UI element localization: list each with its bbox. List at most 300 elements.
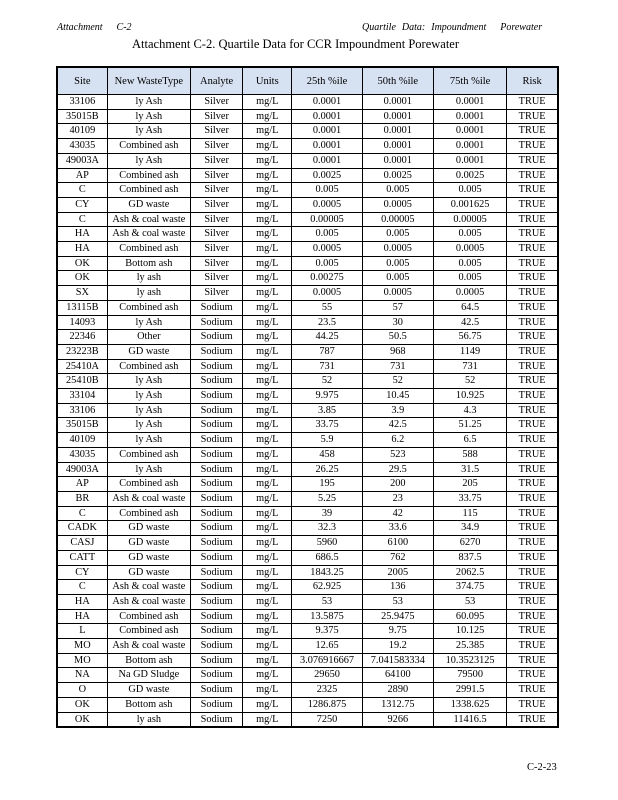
p75-cell: 0.005 — [433, 256, 506, 271]
p75-cell: 0.005 — [433, 183, 506, 198]
p50-cell: 0.0001 — [362, 109, 433, 124]
table-row — [57, 300, 558, 315]
p50-cell: 6.2 — [362, 433, 433, 448]
units-cell: mg/L — [243, 344, 292, 359]
site-cell: CY — [57, 565, 107, 580]
site-cell: 33106 — [57, 95, 107, 110]
site-cell: 25410B — [57, 374, 107, 389]
p25-cell: 3.076916667 — [292, 653, 362, 668]
table-row — [57, 389, 558, 404]
risk-cell: TRUE — [507, 609, 558, 624]
waste-type-cell: GD waste — [107, 565, 190, 580]
site-cell: 35015B — [57, 418, 107, 433]
table-row — [57, 506, 558, 521]
site-cell: NA — [57, 668, 107, 683]
p75-cell: 588 — [433, 447, 506, 462]
column-header-units: Units — [243, 67, 292, 95]
units-cell: mg/L — [243, 197, 292, 212]
analyte-cell: Silver — [191, 212, 243, 227]
p50-cell: 1312.75 — [362, 697, 433, 712]
analyte-cell: Silver — [191, 124, 243, 139]
risk-cell: TRUE — [507, 447, 558, 462]
p50-cell: 0.005 — [362, 271, 433, 286]
waste-type-cell: Other — [107, 330, 190, 345]
waste-type-cell: Combined ash — [107, 300, 190, 315]
risk-cell: TRUE — [507, 433, 558, 448]
risk-cell: TRUE — [507, 491, 558, 506]
p25-cell: 9.975 — [292, 389, 362, 404]
units-cell: mg/L — [243, 712, 292, 727]
waste-type-cell: GD waste — [107, 550, 190, 565]
analyte-cell: Sodium — [191, 697, 243, 712]
risk-cell: TRUE — [507, 227, 558, 242]
p50-cell: 7.041583334 — [362, 653, 433, 668]
header-word: Impoundment — [431, 22, 487, 33]
table-row — [57, 433, 558, 448]
units-cell: mg/L — [243, 491, 292, 506]
analyte-cell: Sodium — [191, 344, 243, 359]
p75-cell: 0.0005 — [433, 242, 506, 257]
table-row — [57, 153, 558, 168]
p75-cell: 53 — [433, 594, 506, 609]
site-cell: 40109 — [57, 433, 107, 448]
units-cell: mg/L — [243, 536, 292, 551]
table-row — [57, 565, 558, 580]
table-row — [57, 139, 558, 154]
units-cell: mg/L — [243, 506, 292, 521]
units-cell: mg/L — [243, 653, 292, 668]
p75-cell: 0.0001 — [433, 153, 506, 168]
waste-type-cell: Ash & coal waste — [107, 580, 190, 595]
header-word: Porewater — [500, 22, 543, 33]
p75-cell: 42.5 — [433, 315, 506, 330]
waste-type-cell: ly Ash — [107, 153, 190, 168]
waste-type-cell: Combined ash — [107, 506, 190, 521]
header-word: Data: — [401, 22, 426, 33]
waste-type-cell: ly Ash — [107, 418, 190, 433]
units-cell: mg/L — [243, 153, 292, 168]
column-header-25th: 25th %ile — [292, 67, 362, 95]
risk-cell: TRUE — [507, 536, 558, 551]
p25-cell: 39 — [292, 506, 362, 521]
p25-cell: 0.005 — [292, 256, 362, 271]
table-row — [57, 418, 558, 433]
units-cell: mg/L — [243, 580, 292, 595]
analyte-cell: Silver — [191, 183, 243, 198]
units-cell: mg/L — [243, 550, 292, 565]
units-cell: mg/L — [243, 139, 292, 154]
units-cell: mg/L — [243, 697, 292, 712]
site-cell: L — [57, 624, 107, 639]
risk-cell: TRUE — [507, 242, 558, 257]
running-header-left — [57, 22, 132, 33]
units-cell: mg/L — [243, 300, 292, 315]
p75-cell: 115 — [433, 506, 506, 521]
p75-cell: 0.005 — [433, 271, 506, 286]
p50-cell: 0.0001 — [362, 95, 433, 110]
p50-cell: 762 — [362, 550, 433, 565]
risk-cell: TRUE — [507, 389, 558, 404]
risk-cell: TRUE — [507, 359, 558, 374]
p75-cell: 0.0001 — [433, 109, 506, 124]
p25-cell: 2325 — [292, 683, 362, 698]
p25-cell: 5.25 — [292, 491, 362, 506]
risk-cell: TRUE — [507, 594, 558, 609]
table-row — [57, 521, 558, 536]
site-cell: MO — [57, 639, 107, 654]
units-cell: mg/L — [243, 462, 292, 477]
waste-type-cell: GD waste — [107, 521, 190, 536]
risk-cell: TRUE — [507, 712, 558, 727]
analyte-cell: Silver — [191, 109, 243, 124]
analyte-cell: Sodium — [191, 565, 243, 580]
table-row — [57, 109, 558, 124]
table-row — [57, 653, 558, 668]
analyte-cell: Sodium — [191, 550, 243, 565]
p25-cell: 0.0005 — [292, 197, 362, 212]
site-cell: OK — [57, 697, 107, 712]
risk-cell: TRUE — [507, 168, 558, 183]
analyte-cell: Sodium — [191, 609, 243, 624]
analyte-cell: Sodium — [191, 433, 243, 448]
analyte-cell: Sodium — [191, 447, 243, 462]
units-cell: mg/L — [243, 183, 292, 198]
analyte-cell: Silver — [191, 256, 243, 271]
waste-type-cell: Bottom ash — [107, 697, 190, 712]
page-title: Attachment C-2. Quartile Data for CCR Impoundment Porewater — [132, 37, 460, 51]
p50-cell: 0.005 — [362, 183, 433, 198]
risk-cell: TRUE — [507, 109, 558, 124]
p50-cell: 10.45 — [362, 389, 433, 404]
table-row — [57, 374, 558, 389]
units-cell: mg/L — [243, 256, 292, 271]
table-row — [57, 403, 558, 418]
p25-cell: 3.85 — [292, 403, 362, 418]
p50-cell: 2005 — [362, 565, 433, 580]
analyte-cell: Silver — [191, 168, 243, 183]
p75-cell: 6270 — [433, 536, 506, 551]
analyte-cell: Sodium — [191, 403, 243, 418]
analyte-cell: Sodium — [191, 506, 243, 521]
p25-cell: 195 — [292, 477, 362, 492]
risk-cell: TRUE — [507, 183, 558, 198]
p75-cell: 31.5 — [433, 462, 506, 477]
risk-cell: TRUE — [507, 271, 558, 286]
p25-cell: 53 — [292, 594, 362, 609]
waste-type-cell: GD waste — [107, 536, 190, 551]
quartile-table — [56, 66, 559, 728]
p25-cell: 26.25 — [292, 462, 362, 477]
page-number: C-2-23 — [527, 762, 557, 773]
analyte-cell: Sodium — [191, 712, 243, 727]
analyte-cell: Sodium — [191, 359, 243, 374]
p75-cell: 4.3 — [433, 403, 506, 418]
table-row — [57, 197, 558, 212]
table-row — [57, 683, 558, 698]
analyte-cell: Sodium — [191, 477, 243, 492]
analyte-cell: Sodium — [191, 521, 243, 536]
p25-cell: 62.925 — [292, 580, 362, 595]
waste-type-cell: ly Ash — [107, 109, 190, 124]
risk-cell: TRUE — [507, 462, 558, 477]
site-cell: 33104 — [57, 389, 107, 404]
analyte-cell: Sodium — [191, 374, 243, 389]
site-cell: 49003A — [57, 153, 107, 168]
risk-cell: TRUE — [507, 95, 558, 110]
p75-cell: 34.9 — [433, 521, 506, 536]
p25-cell: 458 — [292, 447, 362, 462]
p25-cell: 0.005 — [292, 227, 362, 242]
p25-cell: 23.5 — [292, 315, 362, 330]
analyte-cell: Sodium — [191, 389, 243, 404]
p75-cell: 51.25 — [433, 418, 506, 433]
risk-cell: TRUE — [507, 506, 558, 521]
risk-cell: TRUE — [507, 697, 558, 712]
table-row — [57, 271, 558, 286]
table-row — [57, 491, 558, 506]
column-header-site: Site — [57, 67, 107, 95]
analyte-cell: Sodium — [191, 668, 243, 683]
p50-cell: 19.2 — [362, 639, 433, 654]
p75-cell: 11416.5 — [433, 712, 506, 727]
table-row — [57, 227, 558, 242]
p50-cell: 33.6 — [362, 521, 433, 536]
p50-cell: 57 — [362, 300, 433, 315]
units-cell: mg/L — [243, 594, 292, 609]
table-row — [57, 697, 558, 712]
p75-cell: 0.0001 — [433, 95, 506, 110]
waste-type-cell: Combined ash — [107, 242, 190, 257]
waste-type-cell: Combined ash — [107, 168, 190, 183]
p50-cell: 25.9475 — [362, 609, 433, 624]
units-cell: mg/L — [243, 374, 292, 389]
site-cell: O — [57, 683, 107, 698]
table-row — [57, 447, 558, 462]
units-cell: mg/L — [243, 242, 292, 257]
table-row — [57, 550, 558, 565]
p50-cell: 731 — [362, 359, 433, 374]
p50-cell: 200 — [362, 477, 433, 492]
analyte-cell: Sodium — [191, 536, 243, 551]
p75-cell: 1149 — [433, 344, 506, 359]
table-row — [57, 668, 558, 683]
units-cell: mg/L — [243, 668, 292, 683]
waste-type-cell: GD waste — [107, 197, 190, 212]
waste-type-cell: Ash & coal waste — [107, 639, 190, 654]
risk-cell: TRUE — [507, 418, 558, 433]
site-cell: 43035 — [57, 447, 107, 462]
waste-type-cell: Combined ash — [107, 609, 190, 624]
p75-cell: 33.75 — [433, 491, 506, 506]
table-row — [57, 712, 558, 727]
analyte-cell: Sodium — [191, 330, 243, 345]
p25-cell: 0.0001 — [292, 153, 362, 168]
risk-cell: TRUE — [507, 344, 558, 359]
p25-cell: 13.5875 — [292, 609, 362, 624]
p25-cell: 0.00275 — [292, 271, 362, 286]
waste-type-cell: ly Ash — [107, 95, 190, 110]
risk-cell: TRUE — [507, 624, 558, 639]
p25-cell: 0.0001 — [292, 139, 362, 154]
p50-cell: 0.0005 — [362, 242, 433, 257]
table-row — [57, 624, 558, 639]
risk-cell: TRUE — [507, 124, 558, 139]
site-cell: 22346 — [57, 330, 107, 345]
p75-cell: 0.0001 — [433, 124, 506, 139]
p25-cell: 9.375 — [292, 624, 362, 639]
p75-cell: 0.001625 — [433, 197, 506, 212]
table-row — [57, 242, 558, 257]
p25-cell: 731 — [292, 359, 362, 374]
site-cell: AP — [57, 477, 107, 492]
p50-cell: 30 — [362, 315, 433, 330]
table-row — [57, 124, 558, 139]
table-row — [57, 183, 558, 198]
units-cell: mg/L — [243, 624, 292, 639]
attachment-label: Attachment — [57, 22, 103, 33]
waste-type-cell: Ash & coal waste — [107, 227, 190, 242]
waste-type-cell: Combined ash — [107, 359, 190, 374]
risk-cell: TRUE — [507, 256, 558, 271]
analyte-cell: Sodium — [191, 462, 243, 477]
table-row — [57, 462, 558, 477]
waste-type-cell: Ash & coal waste — [107, 212, 190, 227]
analyte-cell: Sodium — [191, 300, 243, 315]
site-cell: 40109 — [57, 124, 107, 139]
site-cell: C — [57, 580, 107, 595]
risk-cell: TRUE — [507, 212, 558, 227]
analyte-cell: Sodium — [191, 653, 243, 668]
quartile-table-container — [56, 66, 559, 728]
units-cell: mg/L — [243, 418, 292, 433]
units-cell: mg/L — [243, 286, 292, 301]
site-cell: HA — [57, 609, 107, 624]
waste-type-cell: Ash & coal waste — [107, 491, 190, 506]
analyte-cell: Silver — [191, 227, 243, 242]
p25-cell: 1843.25 — [292, 565, 362, 580]
units-cell: mg/L — [243, 109, 292, 124]
table-row — [57, 477, 558, 492]
units-cell: mg/L — [243, 477, 292, 492]
waste-type-cell: Na GD Sludge — [107, 668, 190, 683]
waste-type-cell: ly Ash — [107, 433, 190, 448]
risk-cell: TRUE — [507, 683, 558, 698]
waste-type-cell: Bottom ash — [107, 256, 190, 271]
p50-cell: 0.0005 — [362, 286, 433, 301]
table-body — [57, 95, 558, 728]
analyte-cell: Silver — [191, 242, 243, 257]
site-cell: CATT — [57, 550, 107, 565]
p75-cell: 731 — [433, 359, 506, 374]
site-cell: OK — [57, 271, 107, 286]
site-cell: 33106 — [57, 403, 107, 418]
table-row — [57, 344, 558, 359]
analyte-cell: Sodium — [191, 683, 243, 698]
site-cell: BR — [57, 491, 107, 506]
p25-cell: 0.0025 — [292, 168, 362, 183]
p50-cell: 0.0001 — [362, 153, 433, 168]
units-cell: mg/L — [243, 315, 292, 330]
table-row — [57, 580, 558, 595]
p50-cell: 29.5 — [362, 462, 433, 477]
site-cell: 49003A — [57, 462, 107, 477]
p50-cell: 0.0001 — [362, 124, 433, 139]
p25-cell: 5960 — [292, 536, 362, 551]
units-cell: mg/L — [243, 95, 292, 110]
units-cell: mg/L — [243, 447, 292, 462]
p75-cell: 52 — [433, 374, 506, 389]
p25-cell: 787 — [292, 344, 362, 359]
p75-cell: 205 — [433, 477, 506, 492]
waste-type-cell: Combined ash — [107, 447, 190, 462]
site-cell: C — [57, 183, 107, 198]
p50-cell: 50.5 — [362, 330, 433, 345]
waste-type-cell: ly Ash — [107, 374, 190, 389]
units-cell: mg/L — [243, 124, 292, 139]
p75-cell: 64.5 — [433, 300, 506, 315]
p75-cell: 6.5 — [433, 433, 506, 448]
p50-cell: 0.0001 — [362, 139, 433, 154]
waste-type-cell: ly Ash — [107, 389, 190, 404]
p75-cell: 60.095 — [433, 609, 506, 624]
units-cell: mg/L — [243, 683, 292, 698]
p25-cell: 7250 — [292, 712, 362, 727]
p25-cell: 33.75 — [292, 418, 362, 433]
p50-cell: 42 — [362, 506, 433, 521]
waste-type-cell: Combined ash — [107, 624, 190, 639]
units-cell: mg/L — [243, 359, 292, 374]
p25-cell: 0.005 — [292, 183, 362, 198]
p75-cell: 79500 — [433, 668, 506, 683]
p50-cell: 64100 — [362, 668, 433, 683]
p50-cell: 136 — [362, 580, 433, 595]
units-cell: mg/L — [243, 330, 292, 345]
p75-cell: 0.0005 — [433, 286, 506, 301]
p75-cell: 56.75 — [433, 330, 506, 345]
p50-cell: 53 — [362, 594, 433, 609]
p50-cell: 9.75 — [362, 624, 433, 639]
p25-cell: 32.3 — [292, 521, 362, 536]
waste-type-cell: GD waste — [107, 683, 190, 698]
p50-cell: 2890 — [362, 683, 433, 698]
analyte-cell: Silver — [191, 139, 243, 154]
waste-type-cell: ly Ash — [107, 462, 190, 477]
p75-cell: 837.5 — [433, 550, 506, 565]
site-cell: CASJ — [57, 536, 107, 551]
waste-type-cell: Combined ash — [107, 139, 190, 154]
p75-cell: 10.925 — [433, 389, 506, 404]
analyte-cell: Sodium — [191, 639, 243, 654]
waste-type-cell: ly ash — [107, 271, 190, 286]
site-cell: HA — [57, 594, 107, 609]
site-cell: HA — [57, 242, 107, 257]
p25-cell: 5.9 — [292, 433, 362, 448]
units-cell: mg/L — [243, 168, 292, 183]
units-cell: mg/L — [243, 389, 292, 404]
table-row — [57, 536, 558, 551]
p50-cell: 0.005 — [362, 227, 433, 242]
units-cell: mg/L — [243, 212, 292, 227]
analyte-cell: Sodium — [191, 594, 243, 609]
waste-type-cell: Combined ash — [107, 477, 190, 492]
p75-cell: 25.385 — [433, 639, 506, 654]
p75-cell: 0.005 — [433, 227, 506, 242]
site-cell: OK — [57, 712, 107, 727]
table-row — [57, 286, 558, 301]
p25-cell: 52 — [292, 374, 362, 389]
table-row — [57, 256, 558, 271]
risk-cell: TRUE — [507, 197, 558, 212]
